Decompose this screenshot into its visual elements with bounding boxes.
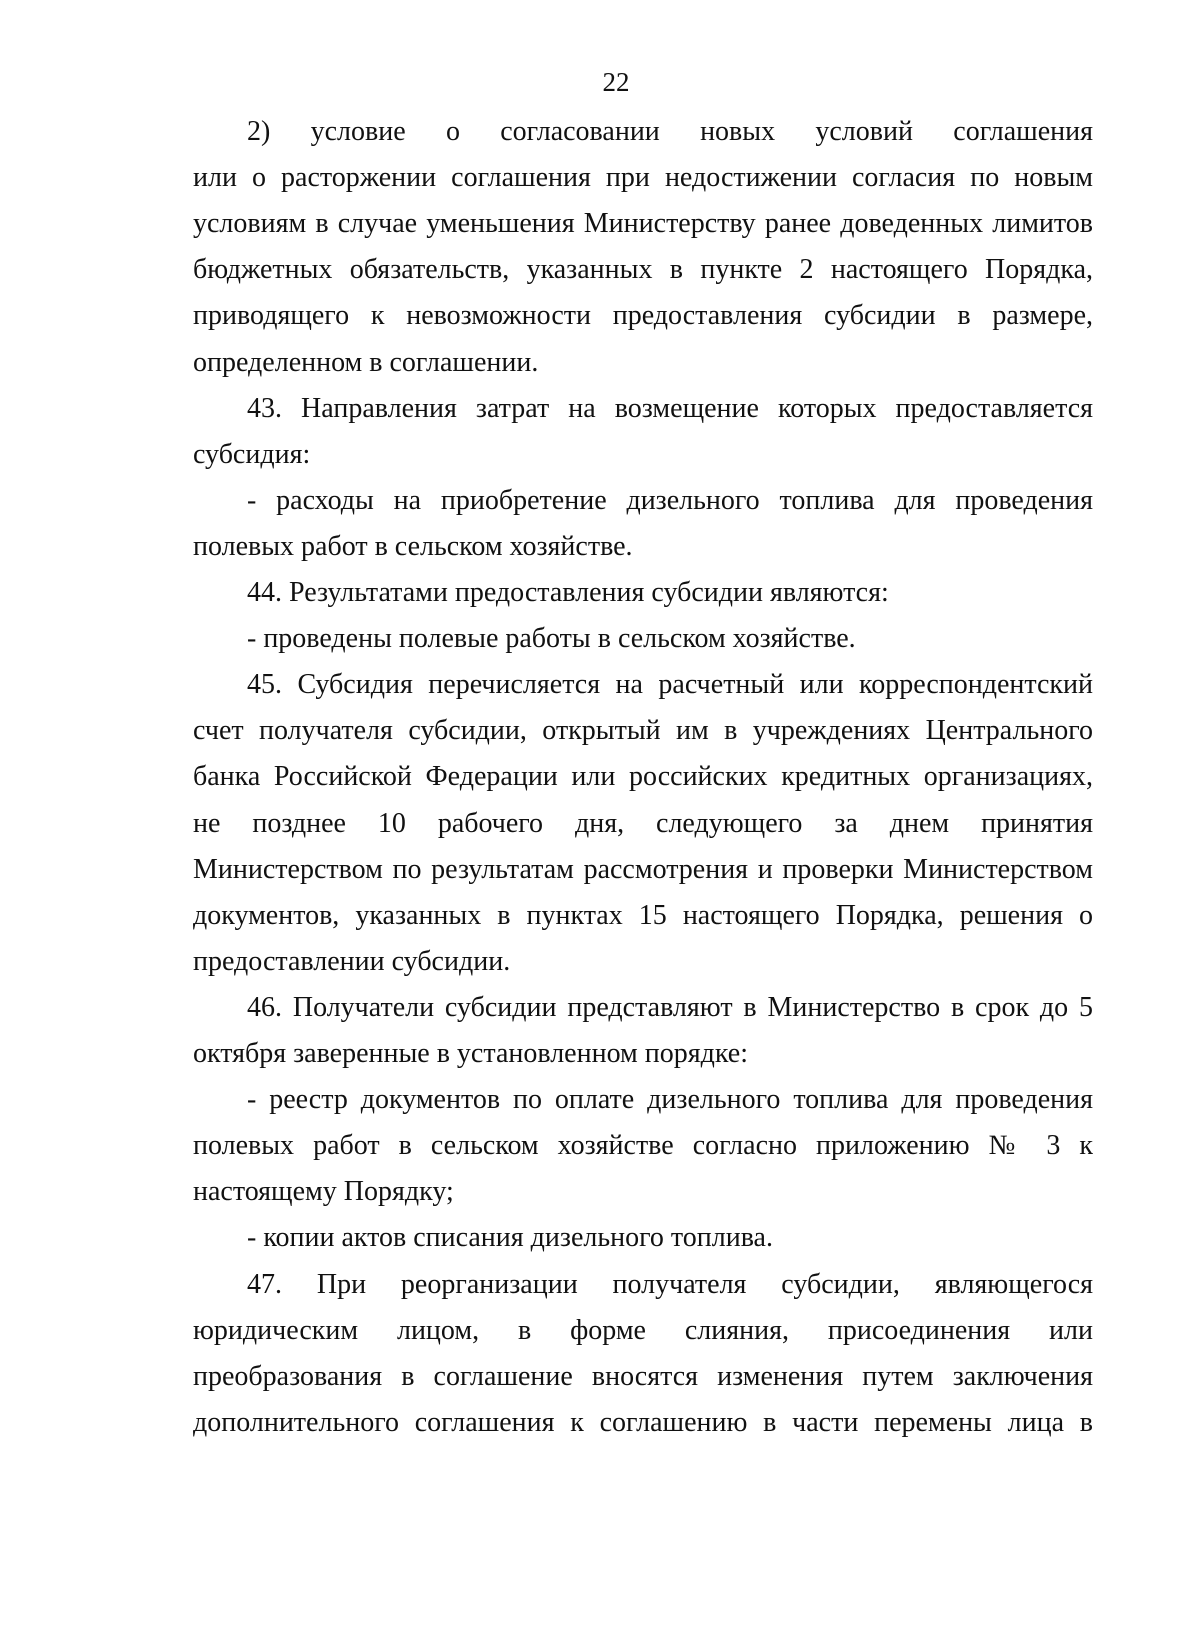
text-line: 45. Субсидия перечисляется на расчетный или корреспондентский xyxy=(247,669,1093,700)
text-line: 47. При реорганизации получателя субсидии, являющегося xyxy=(247,1269,1093,1300)
text-line: - реестр документов по оплате дизельного топлива для проведения xyxy=(247,1084,1093,1115)
text-line: условиям в случае уменьшения Министерству ранее доведенных лимитов xyxy=(193,208,1093,239)
text-line: предоставлении субсидии. xyxy=(193,946,511,977)
text-line: Министерством по результатам рассмотрения и проверки Министерством xyxy=(193,854,1093,885)
text-line: преобразования в соглашение вносятся изменения путем заключения xyxy=(193,1361,1093,1392)
text-line: 46. Получатели субсидии представляют в Министерство в срок до 5 xyxy=(247,992,1093,1023)
text-line: счет получателя субсидии, открытый им в учреждениях Центрального xyxy=(193,715,1093,746)
text-line: - копии актов списания дизельного топлива. xyxy=(247,1222,773,1253)
page-number: 22 xyxy=(602,67,630,97)
text-line: банка Российской Федерации или российских кредитных организациях, xyxy=(193,761,1093,792)
text-line: полевых работ в сельском хозяйстве согласно приложению № 3 к xyxy=(193,1130,1093,1161)
text-line: бюджетных обязательств, указанных в пункте 2 настоящего Порядка, xyxy=(193,254,1093,285)
text-line: настоящему Порядку; xyxy=(193,1176,454,1207)
text-line: 43. Направления затрат на возмещение которых предоставляется xyxy=(247,393,1093,424)
text-line: 44. Результатами предоставления субсидии являются: xyxy=(247,577,889,608)
text-line: или о расторжении соглашения при недостижении согласия по новым xyxy=(193,162,1093,193)
text-line: 2) условие о согласовании новых условий соглашения xyxy=(247,116,1093,147)
text-line: - проведены полевые работы в сельском хозяйстве. xyxy=(247,623,856,654)
text-line: полевых работ в сельском хозяйстве. xyxy=(193,531,633,562)
text-line: дополнительного соглашения к соглашению в части перемены лица в xyxy=(193,1407,1093,1438)
text-line: документов, указанных в пунктах 15 настоящего Порядка, решения о xyxy=(193,900,1093,931)
text-line: приводящего к невозможности предоставления субсидии в размере, xyxy=(193,300,1093,331)
text-line: субсидия: xyxy=(193,439,311,470)
text-line: - расходы на приобретение дизельного топлива для проведения xyxy=(247,485,1093,516)
text-line: октября заверенные в установленном порядке: xyxy=(193,1038,748,1069)
text-line: не позднее 10 рабочего дня, следующего за днем принятия xyxy=(193,808,1093,839)
text-line: определенном в соглашении. xyxy=(193,347,539,378)
text-line: юридическим лицом, в форме слияния, присоединения или xyxy=(193,1315,1093,1346)
